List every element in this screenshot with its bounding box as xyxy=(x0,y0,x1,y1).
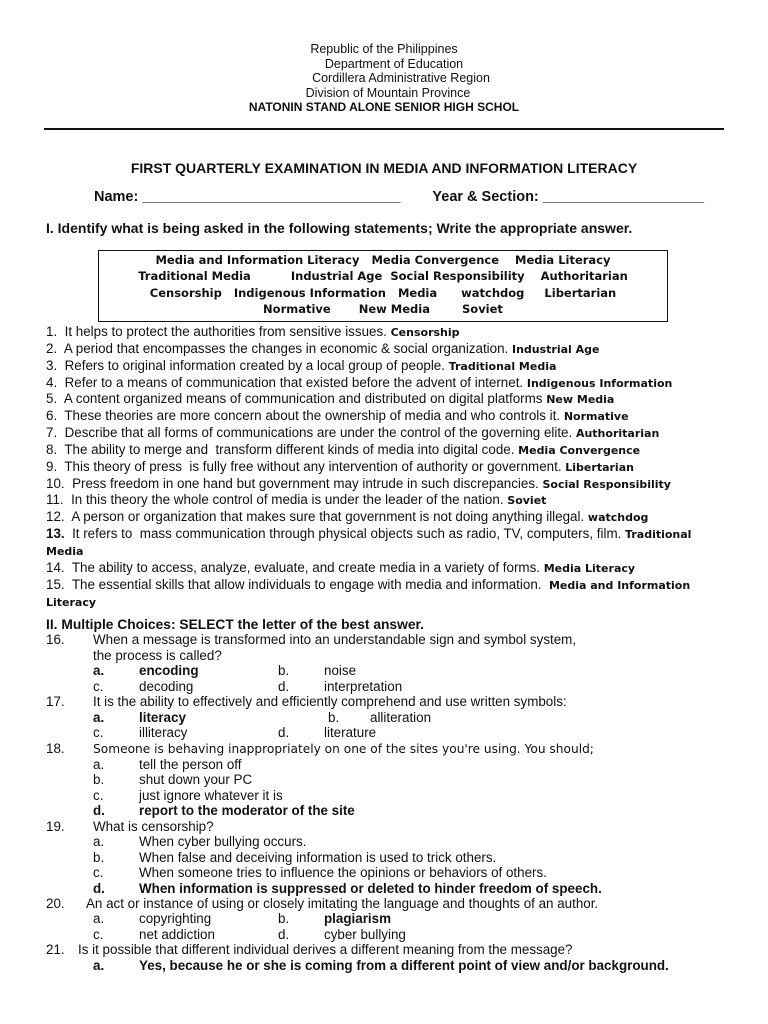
option-letter: a. xyxy=(93,957,105,973)
question-text: An act or instance of using or closely imitating the language and thoughts of an author. xyxy=(86,895,599,911)
option-b: shut down your PC xyxy=(139,772,253,788)
item-number: 5. xyxy=(46,391,58,407)
word-bank-row: Traditional Media Industrial Age Social Responsibility Authoritarian xyxy=(138,269,628,284)
item-text: The essential skills that allow individuals to engage with media and information. xyxy=(64,576,549,592)
option-a: When cyber bullying occurs. xyxy=(139,834,307,850)
item-number: 12. xyxy=(46,509,65,525)
options-row xyxy=(46,788,736,803)
header-division: Division of Mountain Province xyxy=(305,85,471,100)
question-text: What is censorship? xyxy=(93,818,214,834)
exam-title: FIRST QUARTERLY EXAMINATION IN MEDIA AND INFORMATION LITERACY xyxy=(130,160,638,176)
item-6 xyxy=(46,408,726,425)
item-5 xyxy=(46,391,726,408)
item-number: 9. xyxy=(46,458,58,474)
options-row xyxy=(46,757,736,772)
option-d: report to the moderator of the site xyxy=(139,803,355,819)
item-answer: Media Literacy xyxy=(543,561,636,575)
options-row xyxy=(46,710,736,725)
option-letter: c. xyxy=(93,787,104,803)
question-text: When a message is transformed into an understandable sign and symbol system, xyxy=(93,632,577,648)
header-region: Cordillera Administrative Region xyxy=(312,71,490,85)
item-answer: Normative xyxy=(563,410,629,424)
header-school: NATONIN STAND ALONE SENIOR HIGH SCHOL xyxy=(248,100,520,114)
part1-heading: I. Identify what is being asked in the following statements; Write the appropriate answer. xyxy=(46,220,633,236)
options-row xyxy=(46,834,736,849)
student-info-line xyxy=(94,189,704,205)
name-label: Name: xyxy=(94,189,139,205)
option-letter: b. xyxy=(93,849,105,865)
option-b: alliteration xyxy=(370,709,432,725)
document-header xyxy=(0,42,768,115)
multiple-choice-section xyxy=(46,617,736,973)
item-13 xyxy=(46,526,726,560)
item-answer: Soviet xyxy=(507,494,547,508)
options-row xyxy=(46,927,736,942)
item-text: Describe that all forms of communications are under the control of the governing elite. xyxy=(57,425,576,441)
option-letter: c. xyxy=(93,678,104,694)
item-number: 2. xyxy=(46,340,58,356)
question-number: 21. xyxy=(46,942,65,958)
question-20 xyxy=(46,896,736,942)
option-letter: c. xyxy=(93,926,104,942)
option-d: interpretation xyxy=(324,678,403,694)
option-letter: c. xyxy=(93,865,104,881)
item-number: 8. xyxy=(46,441,58,457)
item-number: 3. xyxy=(46,357,58,373)
option-a: Yes, because he or she is coming from a different point of view and/or background. xyxy=(139,957,669,973)
item-answer: Libertarian xyxy=(565,460,634,474)
question-number: 20. xyxy=(46,895,65,911)
option-letter: d. xyxy=(278,725,290,741)
item-text: In this theory the whole control of media is under the leader of the nation. xyxy=(63,492,508,508)
item-number: 10. xyxy=(46,475,65,491)
item-answer: Media Convergence xyxy=(518,443,641,457)
option-letter: a. xyxy=(93,709,105,725)
item-8 xyxy=(46,442,726,459)
item-11 xyxy=(46,492,726,509)
question-text: It is the ability to effectively and efficiently comprehend and use written symbols: xyxy=(93,694,567,710)
word-bank-row: Censorship Indigenous Information Media watchdog Libertarian xyxy=(149,285,617,300)
options-row xyxy=(46,725,736,740)
option-letter: b. xyxy=(278,911,290,927)
question-16 xyxy=(46,632,736,694)
item-number: 4. xyxy=(46,374,58,390)
item-text: Press freedom in one hand but government may intrude in such discrepancies. xyxy=(64,475,543,491)
item-text: It refers to mass communication through physical objects such as radio, TV, computers, film. xyxy=(64,526,626,542)
option-letter: b. xyxy=(93,772,105,788)
word-bank-row: Media and Information Literacy Media Convergence Media Literacy xyxy=(155,253,611,267)
option-a: tell the person off xyxy=(139,757,242,773)
option-b: noise xyxy=(324,663,357,679)
item-answer: Censorship xyxy=(390,326,460,339)
item-1 xyxy=(46,324,726,341)
question-text-cont: the process is called? xyxy=(93,647,222,663)
options-row xyxy=(46,772,736,787)
option-letter: d. xyxy=(93,880,105,896)
option-d: When information is suppressed or deleted to hinder freedom of speech. xyxy=(139,880,602,896)
item-10 xyxy=(46,476,726,493)
item-text: The ability to merge and transform different kinds of media into digital code. xyxy=(57,441,519,457)
option-d: cyber bullying xyxy=(324,926,406,942)
option-a: literacy xyxy=(139,709,186,725)
item-9 xyxy=(46,459,726,476)
option-letter: c. xyxy=(93,725,104,741)
question-21 xyxy=(46,942,736,973)
item-number: 13. xyxy=(46,526,65,542)
options-row xyxy=(46,911,736,926)
year-section-label: Year & Section: xyxy=(432,189,539,205)
identification-items xyxy=(46,324,726,610)
option-d: literature xyxy=(324,725,377,741)
item-text: This theory of press is fully free without any intervention of authority or government. xyxy=(57,458,566,474)
option-c: When someone tries to influence the opinions or behaviors of others. xyxy=(139,865,547,881)
option-letter: a. xyxy=(93,663,105,679)
option-letter: a. xyxy=(93,911,105,927)
option-b: plagiarism xyxy=(324,911,391,927)
question-18 xyxy=(46,741,736,819)
option-letter: d. xyxy=(278,926,290,942)
item-text: Refer to a means of communication that existed before the advent of internet. xyxy=(57,374,527,390)
item-answer: Industrial Age xyxy=(511,342,600,356)
header-republic: Republic of the Philippines xyxy=(310,42,458,56)
item-text: These theories are more concern about the ownership of media and who controls it. xyxy=(57,408,564,424)
option-letter: d. xyxy=(278,678,290,694)
item-text: A content organized means of communication and distributed on digital platforms xyxy=(57,391,547,407)
question-19 xyxy=(46,819,736,896)
question-text: Is it possible that different individual derives a different meaning from the message? xyxy=(78,942,573,958)
options-row xyxy=(46,803,736,818)
question-number: 17. xyxy=(46,694,65,710)
name-blank: ________________________________ xyxy=(142,189,401,205)
item-number: 1. xyxy=(46,324,58,339)
options-row xyxy=(46,850,736,865)
item-number: 14. xyxy=(46,559,65,575)
options-row xyxy=(46,881,736,896)
item-2 xyxy=(46,341,726,358)
item-number: 11. xyxy=(46,492,64,508)
header-divider xyxy=(44,128,724,130)
item-text: A period that encompasses the changes in economic & social organization. xyxy=(57,340,512,356)
item-12 xyxy=(46,509,726,526)
question-number: 19. xyxy=(46,818,65,834)
item-answer: Traditional Media xyxy=(448,359,557,373)
option-letter: b. xyxy=(328,709,340,725)
option-c: just ignore whatever it is xyxy=(139,787,283,803)
item-answer: Authoritarian xyxy=(575,427,660,441)
item-answer: Media and Information Literacy xyxy=(46,578,691,609)
options-row xyxy=(46,663,736,678)
item-15 xyxy=(46,577,726,611)
option-letter: d. xyxy=(93,803,105,819)
question-number: 16. xyxy=(46,632,65,648)
option-c: net addiction xyxy=(139,926,215,942)
item-text: A person or organization that makes sure that government is not doing anything illegal. xyxy=(64,509,588,525)
item-text: It helps to protect the authorities from sensitive issues. xyxy=(57,324,391,339)
item-answer: Indigenous Information xyxy=(526,376,673,390)
options-row xyxy=(46,958,736,973)
part2-heading: II. Multiple Choices: SELECT the letter of the best answer. xyxy=(46,617,424,632)
option-letter: b. xyxy=(278,663,290,679)
option-a: encoding xyxy=(139,663,199,679)
item-text: The ability to access, analyze, evaluate, and create media in a variety of forms. xyxy=(64,559,544,575)
item-4 xyxy=(46,375,726,392)
option-letter: a. xyxy=(93,757,105,773)
options-row xyxy=(46,679,736,694)
option-c: decoding xyxy=(139,678,194,694)
option-letter: a. xyxy=(93,834,105,850)
item-answer: New Media xyxy=(546,393,615,407)
item-text: Refers to original information created by a local group of people. xyxy=(57,357,449,373)
item-answer: Social Responsibility xyxy=(542,477,671,491)
item-answer: Traditional Media xyxy=(46,528,692,558)
item-answer: watchdog xyxy=(587,511,649,525)
option-a: copyrighting xyxy=(139,911,212,927)
item-number: 15. xyxy=(46,576,65,592)
question-17 xyxy=(46,694,736,740)
item-3 xyxy=(46,358,726,375)
year-section-blank: ____________________ xyxy=(542,189,705,205)
header-department: Department of Education xyxy=(324,56,464,71)
option-c: illiteracy xyxy=(139,725,188,741)
item-number: 7. xyxy=(46,425,58,441)
option-b: When false and deceiving information is used to trick others. xyxy=(139,849,497,865)
question-number: 18. xyxy=(46,740,65,756)
item-number: 6. xyxy=(46,408,58,424)
question-text: Someone is behaving inappropriately on one of the sites you're using. You should; xyxy=(93,741,594,756)
item-14 xyxy=(46,560,726,577)
word-bank xyxy=(98,250,668,322)
word-bank-row: Normative New Media Soviet xyxy=(263,302,503,317)
options-row xyxy=(46,865,736,880)
item-7 xyxy=(46,425,726,442)
